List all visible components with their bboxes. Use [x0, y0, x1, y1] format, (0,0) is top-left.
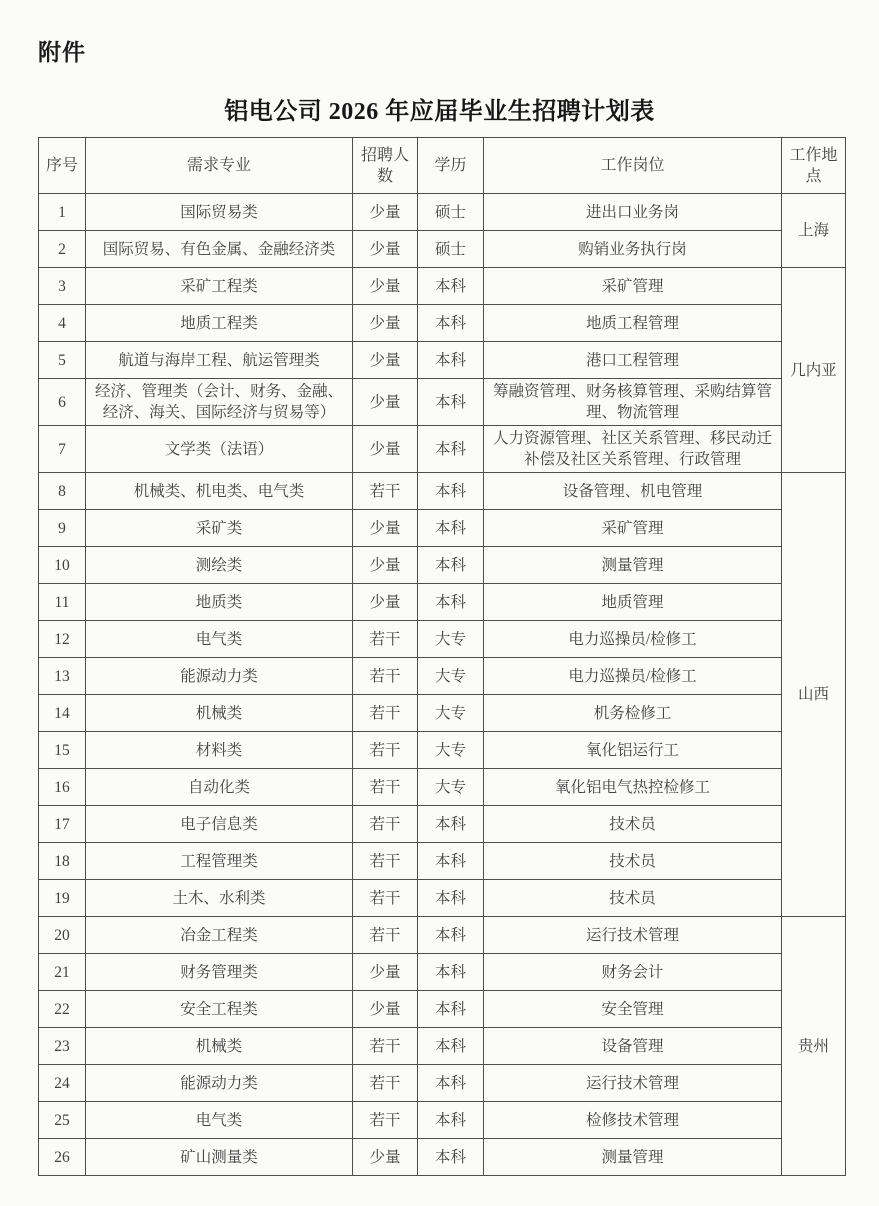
cell-count: 若干 — [353, 843, 418, 880]
cell-major: 能源动力类 — [86, 1065, 353, 1102]
cell-degree: 大专 — [418, 769, 484, 806]
cell-degree: 大专 — [418, 658, 484, 695]
cell-serial: 4 — [39, 305, 86, 342]
cell-major: 采矿工程类 — [86, 268, 353, 305]
cell-count: 少量 — [353, 268, 418, 305]
cell-degree: 本科 — [418, 1028, 484, 1065]
table-row — [39, 954, 846, 991]
cell-position: 设备管理 — [484, 1028, 782, 1065]
cell-serial: 21 — [39, 954, 86, 991]
cell-count: 若干 — [353, 806, 418, 843]
table-header — [39, 138, 846, 194]
table-row — [39, 991, 846, 1028]
cell-major: 地质工程类 — [86, 305, 353, 342]
cell-count: 若干 — [353, 473, 418, 510]
cell-degree: 本科 — [418, 1065, 484, 1102]
cell-position: 设备管理、机电管理 — [484, 473, 782, 510]
cell-major: 机械类 — [86, 1028, 353, 1065]
cell-work-location: 贵州 — [782, 917, 846, 1176]
cell-serial: 23 — [39, 1028, 86, 1065]
cell-major: 矿山测量类 — [86, 1139, 353, 1176]
cell-major: 国际贸易、有色金属、金融经济类 — [86, 231, 353, 268]
cell-serial: 5 — [39, 342, 86, 379]
cell-count: 少量 — [353, 426, 418, 473]
cell-count: 少量 — [353, 379, 418, 426]
cell-position: 地质工程管理 — [484, 305, 782, 342]
cell-major: 机械类、机电类、电气类 — [86, 473, 353, 510]
cell-count: 少量 — [353, 194, 418, 231]
cell-serial: 14 — [39, 695, 86, 732]
cell-major: 工程管理类 — [86, 843, 353, 880]
table-row — [39, 732, 846, 769]
cell-position: 机务检修工 — [484, 695, 782, 732]
cell-position: 测量管理 — [484, 1139, 782, 1176]
cell-major: 经济、管理类（会计、财务、金融、经济、海关、国际经济与贸易等） — [86, 379, 353, 426]
table-row — [39, 1102, 846, 1139]
cell-degree: 本科 — [418, 510, 484, 547]
table-row — [39, 917, 846, 954]
cell-serial: 13 — [39, 658, 86, 695]
cell-count: 少量 — [353, 510, 418, 547]
cell-position: 财务会计 — [484, 954, 782, 991]
cell-serial: 20 — [39, 917, 86, 954]
table-row — [39, 769, 846, 806]
cell-major: 自动化类 — [86, 769, 353, 806]
cell-serial: 2 — [39, 231, 86, 268]
cell-serial: 19 — [39, 880, 86, 917]
cell-position: 采矿管理 — [484, 510, 782, 547]
cell-degree: 本科 — [418, 342, 484, 379]
table-row — [39, 658, 846, 695]
table-row — [39, 621, 846, 658]
cell-work-location: 几内亚 — [782, 268, 846, 473]
cell-count: 少量 — [353, 954, 418, 991]
cell-position: 电力巡操员/检修工 — [484, 658, 782, 695]
cell-major: 采矿类 — [86, 510, 353, 547]
table-row — [39, 695, 846, 732]
cell-position: 运行技术管理 — [484, 917, 782, 954]
column-header-degree: 学历 — [418, 138, 484, 194]
cell-major: 电气类 — [86, 1102, 353, 1139]
column-header-serial: 序号 — [39, 138, 86, 194]
cell-degree: 硕士 — [418, 194, 484, 231]
table-header-row — [39, 138, 846, 194]
cell-serial: 18 — [39, 843, 86, 880]
cell-major: 能源动力类 — [86, 658, 353, 695]
cell-degree: 本科 — [418, 268, 484, 305]
cell-degree: 本科 — [418, 379, 484, 426]
attachment-label: 附件 — [38, 40, 86, 65]
table-row — [39, 1139, 846, 1176]
cell-position: 筹融资管理、财务核算管理、采购结算管理、物流管理 — [484, 379, 782, 426]
cell-major: 电气类 — [86, 621, 353, 658]
cell-count: 少量 — [353, 1139, 418, 1176]
cell-position: 检修技术管理 — [484, 1102, 782, 1139]
table-row — [39, 379, 846, 426]
cell-serial: 12 — [39, 621, 86, 658]
cell-count: 若干 — [353, 1028, 418, 1065]
cell-serial: 24 — [39, 1065, 86, 1102]
table-row — [39, 426, 846, 473]
cell-position: 采矿管理 — [484, 268, 782, 305]
table-row — [39, 806, 846, 843]
cell-position: 地质管理 — [484, 584, 782, 621]
cell-major: 国际贸易类 — [86, 194, 353, 231]
cell-degree: 本科 — [418, 426, 484, 473]
cell-major: 航道与海岸工程、航运管理类 — [86, 342, 353, 379]
table-body — [39, 194, 846, 1176]
cell-serial: 7 — [39, 426, 86, 473]
cell-serial: 9 — [39, 510, 86, 547]
table-row — [39, 880, 846, 917]
cell-degree: 大专 — [418, 621, 484, 658]
cell-count: 少量 — [353, 231, 418, 268]
cell-work-location: 上海 — [782, 194, 846, 268]
cell-count: 少量 — [353, 305, 418, 342]
cell-count: 若干 — [353, 917, 418, 954]
cell-serial: 22 — [39, 991, 86, 1028]
cell-count: 若干 — [353, 1065, 418, 1102]
cell-major: 财务管理类 — [86, 954, 353, 991]
cell-position: 人力资源管理、社区关系管理、移民动迁补偿及社区关系管理、行政管理 — [484, 426, 782, 473]
cell-degree: 本科 — [418, 954, 484, 991]
column-header-position: 工作岗位 — [484, 138, 782, 194]
cell-degree: 本科 — [418, 843, 484, 880]
cell-major: 土木、水利类 — [86, 880, 353, 917]
cell-position: 安全管理 — [484, 991, 782, 1028]
page-title: 铝电公司 2026 年应届毕业生招聘计划表 — [224, 99, 655, 125]
cell-serial: 26 — [39, 1139, 86, 1176]
table-row — [39, 1028, 846, 1065]
cell-degree: 本科 — [418, 1139, 484, 1176]
recruitment-plan-table — [38, 137, 846, 1176]
cell-degree: 本科 — [418, 1102, 484, 1139]
table-row — [39, 231, 846, 268]
cell-degree: 大专 — [418, 695, 484, 732]
cell-count: 若干 — [353, 880, 418, 917]
cell-position: 氧化铝电气热控检修工 — [484, 769, 782, 806]
cell-serial: 8 — [39, 473, 86, 510]
cell-degree: 本科 — [418, 991, 484, 1028]
cell-serial: 25 — [39, 1102, 86, 1139]
cell-count: 少量 — [353, 584, 418, 621]
cell-major: 冶金工程类 — [86, 917, 353, 954]
document-page — [0, 34, 879, 1206]
table-row — [39, 342, 846, 379]
cell-major: 材料类 — [86, 732, 353, 769]
cell-count: 若干 — [353, 621, 418, 658]
table-row — [39, 268, 846, 305]
table-row — [39, 305, 846, 342]
cell-major: 安全工程类 — [86, 991, 353, 1028]
cell-position: 技术员 — [484, 806, 782, 843]
table-row — [39, 584, 846, 621]
cell-count: 少量 — [353, 547, 418, 584]
cell-serial: 6 — [39, 379, 86, 426]
cell-major: 测绘类 — [86, 547, 353, 584]
cell-degree: 本科 — [418, 880, 484, 917]
cell-position: 技术员 — [484, 843, 782, 880]
cell-degree: 本科 — [418, 305, 484, 342]
cell-serial: 16 — [39, 769, 86, 806]
column-header-major: 需求专业 — [86, 138, 353, 194]
cell-position: 购销业务执行岗 — [484, 231, 782, 268]
cell-count: 少量 — [353, 991, 418, 1028]
cell-major: 文学类（法语） — [86, 426, 353, 473]
table-row — [39, 473, 846, 510]
cell-serial: 17 — [39, 806, 86, 843]
cell-position: 进出口业务岗 — [484, 194, 782, 231]
table-row — [39, 547, 846, 584]
cell-degree: 本科 — [418, 473, 484, 510]
cell-position: 港口工程管理 — [484, 342, 782, 379]
column-header-count: 招聘人数 — [353, 138, 418, 194]
cell-serial: 10 — [39, 547, 86, 584]
cell-serial: 3 — [39, 268, 86, 305]
cell-major: 地质类 — [86, 584, 353, 621]
table-row — [39, 1065, 846, 1102]
cell-degree: 本科 — [418, 584, 484, 621]
cell-degree: 本科 — [418, 806, 484, 843]
cell-degree: 本科 — [418, 917, 484, 954]
cell-major: 电子信息类 — [86, 806, 353, 843]
cell-count: 若干 — [353, 695, 418, 732]
cell-serial: 1 — [39, 194, 86, 231]
cell-work-location: 山西 — [782, 473, 846, 917]
cell-count: 少量 — [353, 342, 418, 379]
cell-degree: 硕士 — [418, 231, 484, 268]
column-header-location: 工作地点 — [782, 138, 846, 194]
table-row — [39, 843, 846, 880]
cell-count: 若干 — [353, 732, 418, 769]
table-row — [39, 194, 846, 231]
cell-count: 若干 — [353, 769, 418, 806]
cell-degree: 本科 — [418, 547, 484, 584]
cell-count: 若干 — [353, 658, 418, 695]
cell-position: 技术员 — [484, 880, 782, 917]
cell-position: 氧化铝运行工 — [484, 732, 782, 769]
cell-count: 若干 — [353, 1102, 418, 1139]
cell-position: 电力巡操员/检修工 — [484, 621, 782, 658]
cell-degree: 大专 — [418, 732, 484, 769]
cell-serial: 11 — [39, 584, 86, 621]
table-row — [39, 510, 846, 547]
cell-major: 机械类 — [86, 695, 353, 732]
cell-position: 运行技术管理 — [484, 1065, 782, 1102]
cell-serial: 15 — [39, 732, 86, 769]
cell-position: 测量管理 — [484, 547, 782, 584]
